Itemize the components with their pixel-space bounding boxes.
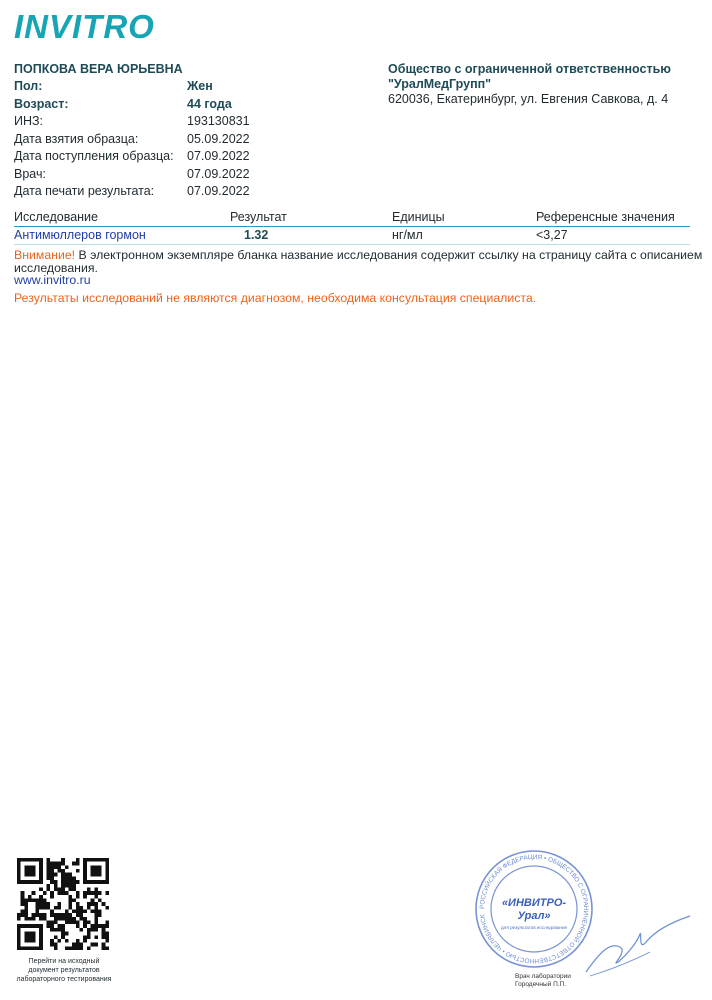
warning-text: В электронном экземпляре бланка название исследования содержит ссылку на страницу сайта с описанием исследования. [14, 248, 703, 275]
patient-info [14, 78, 354, 201]
col-units: Единицы [392, 210, 445, 224]
info-label: Пол: [14, 79, 43, 93]
col-study: Исследование [14, 210, 98, 224]
stamp-center-line2: Урал» [517, 910, 551, 922]
col-result: Результат [230, 210, 287, 224]
svg-text:РОССИЙСКАЯ ФЕДЕРАЦИЯ • ОБЩЕСТВ [479, 854, 589, 964]
org-name-line2: "УралМедГрупп" [388, 77, 492, 91]
patient-name: ПОПКОВА ВЕРА ЮРЬЕВНА [14, 62, 183, 76]
doctor-line2: Городечный П.П. [515, 981, 567, 988]
doctor-signature-label [515, 973, 571, 989]
info-row-doctor [14, 166, 354, 184]
info-row-print-date [14, 183, 354, 201]
info-value: 07.09.2022 [187, 166, 250, 181]
org-name-line1: Общество с ограниченной ответственностью [388, 62, 671, 76]
info-label: Дата взятия образца: [14, 131, 139, 146]
info-row-age [14, 96, 354, 114]
warning-note [14, 249, 704, 275]
info-value: 44 года [187, 96, 232, 111]
disclaimer: Результаты исследований не являются диагнозом, необходима консультация специалиста. [14, 291, 537, 305]
warning-label: Внимание! [14, 248, 76, 262]
info-row-inz [14, 113, 354, 131]
signature [580, 912, 692, 984]
doctor-line1: Врач лаборатории [515, 973, 571, 980]
info-label: ИНЗ: [14, 114, 44, 128]
result-value: 1.32 [244, 228, 269, 242]
info-label: Возраст: [14, 96, 69, 111]
stamp-outer-text: РОССИЙСКАЯ ФЕДЕРАЦИЯ • ОБЩЕСТВО С ОГРАНИЧЕННОЙ ОТВЕТСТВЕННОСТЬЮ • ЧЕЛЯБИНСК [478, 853, 590, 965]
info-value: 193130831 [187, 114, 250, 128]
org-address: 620036, Екатеринбург, ул. Евгения Савкова, д. 4 [388, 92, 669, 106]
info-row-received-date [14, 148, 354, 166]
result-reference: <3,27 [536, 228, 568, 242]
stamp-center-small: для результатов исследования [501, 925, 567, 930]
site-link[interactable]: www.invitro.ru [14, 273, 91, 287]
info-row-sex [14, 78, 354, 96]
organization-block [388, 62, 698, 107]
invitro-logo: INVITRO [14, 8, 155, 45]
info-label: Дата поступления образца: [14, 149, 174, 163]
study-link[interactable]: Антимюллеров гормон [14, 228, 146, 242]
info-value: 07.09.2022 [187, 149, 250, 163]
table-row [14, 226, 690, 245]
result-units: нг/мл [392, 228, 423, 242]
stamp-center-line1: «ИНВИТРО- [501, 897, 567, 909]
qr-caption: Перейти на исходный документ результатов лабораторного тестирования [16, 958, 112, 983]
info-label: Врач: [14, 166, 46, 181]
info-row-sample-date [14, 131, 354, 149]
info-value: 05.09.2022 [187, 131, 250, 146]
qr-code[interactable] [17, 858, 109, 950]
info-value: 07.09.2022 [187, 184, 250, 198]
col-reference: Референсные значения [536, 210, 675, 224]
results-header [14, 208, 690, 227]
lab-stamp [473, 848, 595, 970]
info-label: Дата печати результата: [14, 184, 155, 198]
info-value: Жен [187, 79, 213, 93]
